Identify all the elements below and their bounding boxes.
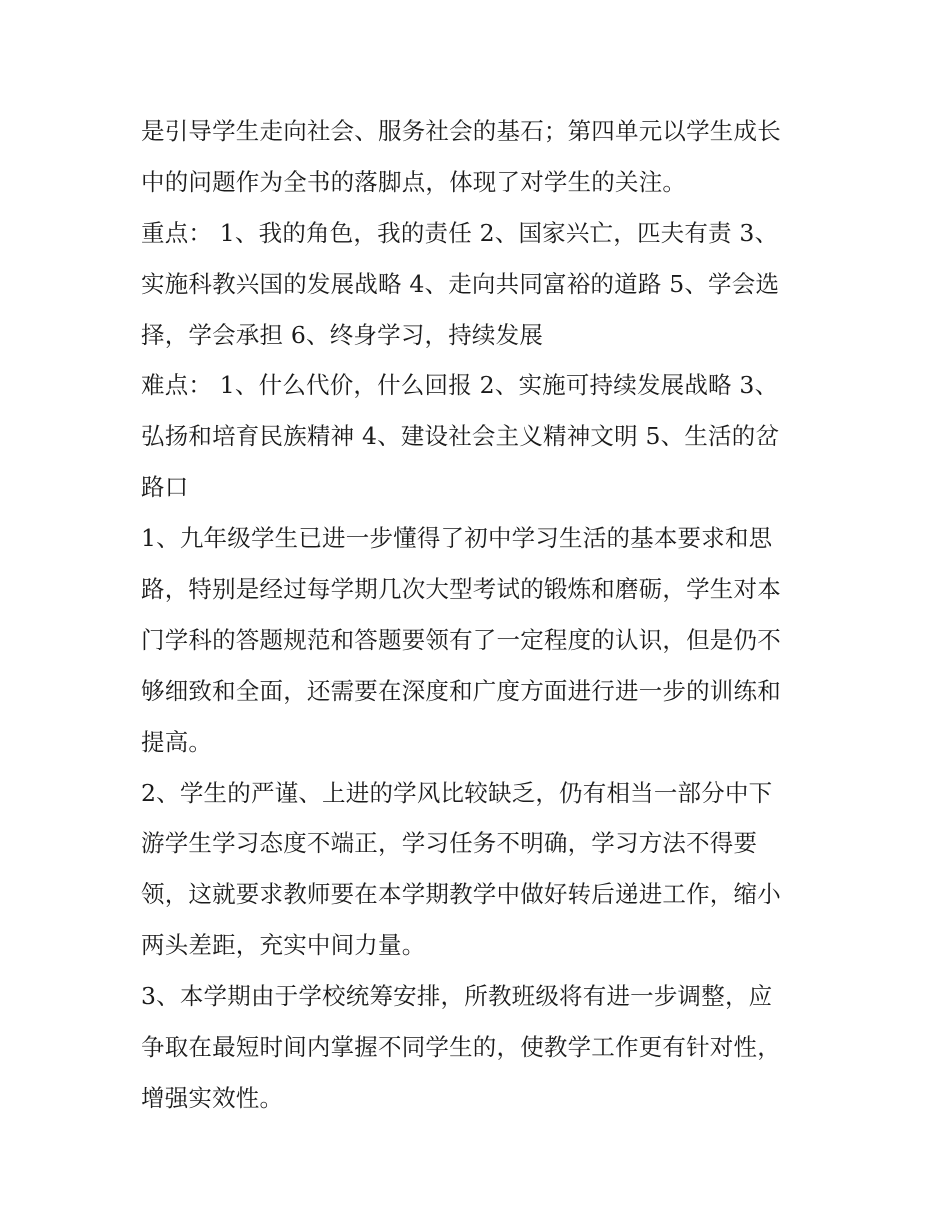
document-body	[141, 106, 821, 1124]
difficult-points-line-3: 路口	[141, 473, 189, 502]
analysis-2-line-4: 两头差距，充实中间力量。	[141, 931, 426, 960]
analysis-1-line-5: 提高。	[141, 727, 213, 756]
analysis-3-line-1: 3、本学期由于学校统筹安排，所教班级将有进一步调整，应	[141, 982, 773, 1011]
analysis-1-line-4: 够细致和全面，还需要在深度和广度方面进行进一步的训练和	[141, 676, 781, 705]
difficult-points-line-2: 弘扬和培育民族精神 4、建设社会主义精神文明 5、生活的岔	[141, 422, 780, 451]
analysis-3-line-2: 争取在最短时间内掌握不同学生的，使教学工作更有针对性，	[141, 1033, 781, 1062]
key-points-line-1: 重点： 1、我的角色，我的责任 2、国家兴亡，匹夫有责 3、	[141, 218, 779, 247]
analysis-2-line-3: 领，这就要求教师要在本学期教学中做好转后递进工作，缩小	[141, 880, 781, 909]
analysis-2-line-1: 2、学生的严谨、上进的学风比较缺乏，仍有相当一部分中下	[141, 778, 773, 807]
analysis-1-line-2: 路，特别是经过每学期几次大型考试的锻炼和磨砺，学生对本	[141, 575, 781, 604]
key-points-line-2: 实施科教兴国的发展战略 4、走向共同富裕的道路 5、学会选	[141, 269, 780, 298]
text-line-1: 是引导学生走向社会、服务社会的基石；第四单元以学生成长	[141, 117, 781, 145]
text-line-2: 中的问题作为全书的落脚点，体现了对学生的关注。	[141, 167, 687, 196]
analysis-1-line-1: 1、九年级学生已进一步懂得了初中学习生活的基本要求和思	[141, 524, 773, 553]
difficult-points-line-1: 难点： 1、什么代价，什么回报 2、实施可持续发展战略 3、	[141, 371, 779, 400]
analysis-2-line-2: 游学生学习态度不端正，学习任务不明确，学习方法不得要	[141, 829, 758, 858]
key-points-line-3: 择，学会承担 6、终身学习，持续发展	[141, 320, 544, 349]
analysis-1-line-3: 门学科的答题规范和答题要领有了一定程度的认识，但是仍不	[141, 625, 781, 654]
analysis-3-line-3: 增强实效性。	[141, 1083, 284, 1112]
